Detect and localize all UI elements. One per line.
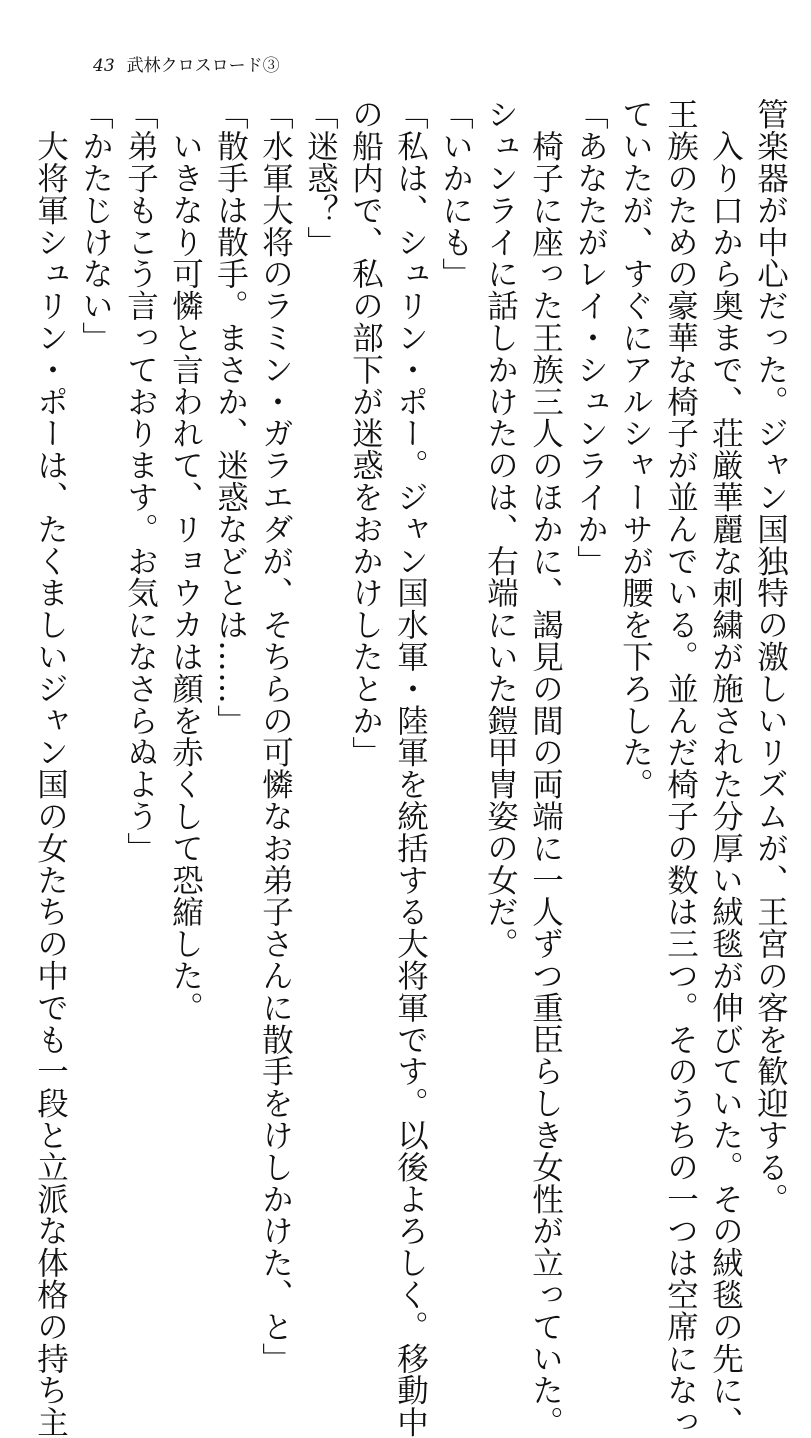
text-column: ていたが、すぐにアルシャーサが腰を下ろした。 [617, 98, 654, 800]
running-header [93, 51, 280, 76]
text-column: 「あなたがレイ・シュンライか」 [572, 98, 609, 577]
page-number: 43 [93, 56, 115, 76]
text-column: 「私は、シュリン・ポー。ジャン国水軍・陸軍を統括する大将軍です。以後よろしく。移動中 [392, 98, 429, 1438]
text-column: 「水軍大将のラミン・ガラエダが、そちらの可憐なお弟子さんに散手をけしかけた、と」 [257, 98, 294, 1374]
text-column: の船内で、私の部下が迷惑をおかけしたとか」 [347, 98, 384, 768]
text-column: シュンライに話しかけたのは、右端にいた鎧甲冑姿の女だ。 [482, 98, 519, 960]
text-column: 管楽器が中心だった。ジャン国独特の激しいリズムが、王宮の客を歓迎する。 [752, 98, 789, 1215]
text-column: 椅子に座った王族三人のほかに、謁見の間の両端に一人ずつ重臣らしき女性が立っていた。 [527, 98, 564, 1438]
text-column: いきなり可憐と言われて、リョウカは顔を赤くして恐縮した。 [167, 98, 204, 1024]
text-column: 「弟子もこう言っております。お気になさらぬよう」 [122, 98, 159, 864]
text-column: 入り口から奥まで、荘厳華麗な刺繍が施された分厚い絨毯が伸びていた。その絨毯の先に、 [707, 98, 744, 1438]
book-title: 武林クロスロード③ [126, 56, 280, 76]
text-column: 「かたじけない」 [77, 98, 114, 354]
text-column: 王族のための豪華な椅子が並んでいる。並んだ椅子の数は三つ。そのうちの一つは空席になっ [662, 98, 699, 1438]
text-column: 「散手は散手。まさか、迷惑などとは……」 [212, 98, 249, 736]
text-column: 「迷惑？」 [302, 98, 339, 258]
text-column: 「いかにも」 [437, 98, 474, 290]
text-column: 大将軍シュリン・ポーは、たくましいジャン国の女たちの中でも一段と立派な体格の持ち主 [32, 98, 69, 1438]
